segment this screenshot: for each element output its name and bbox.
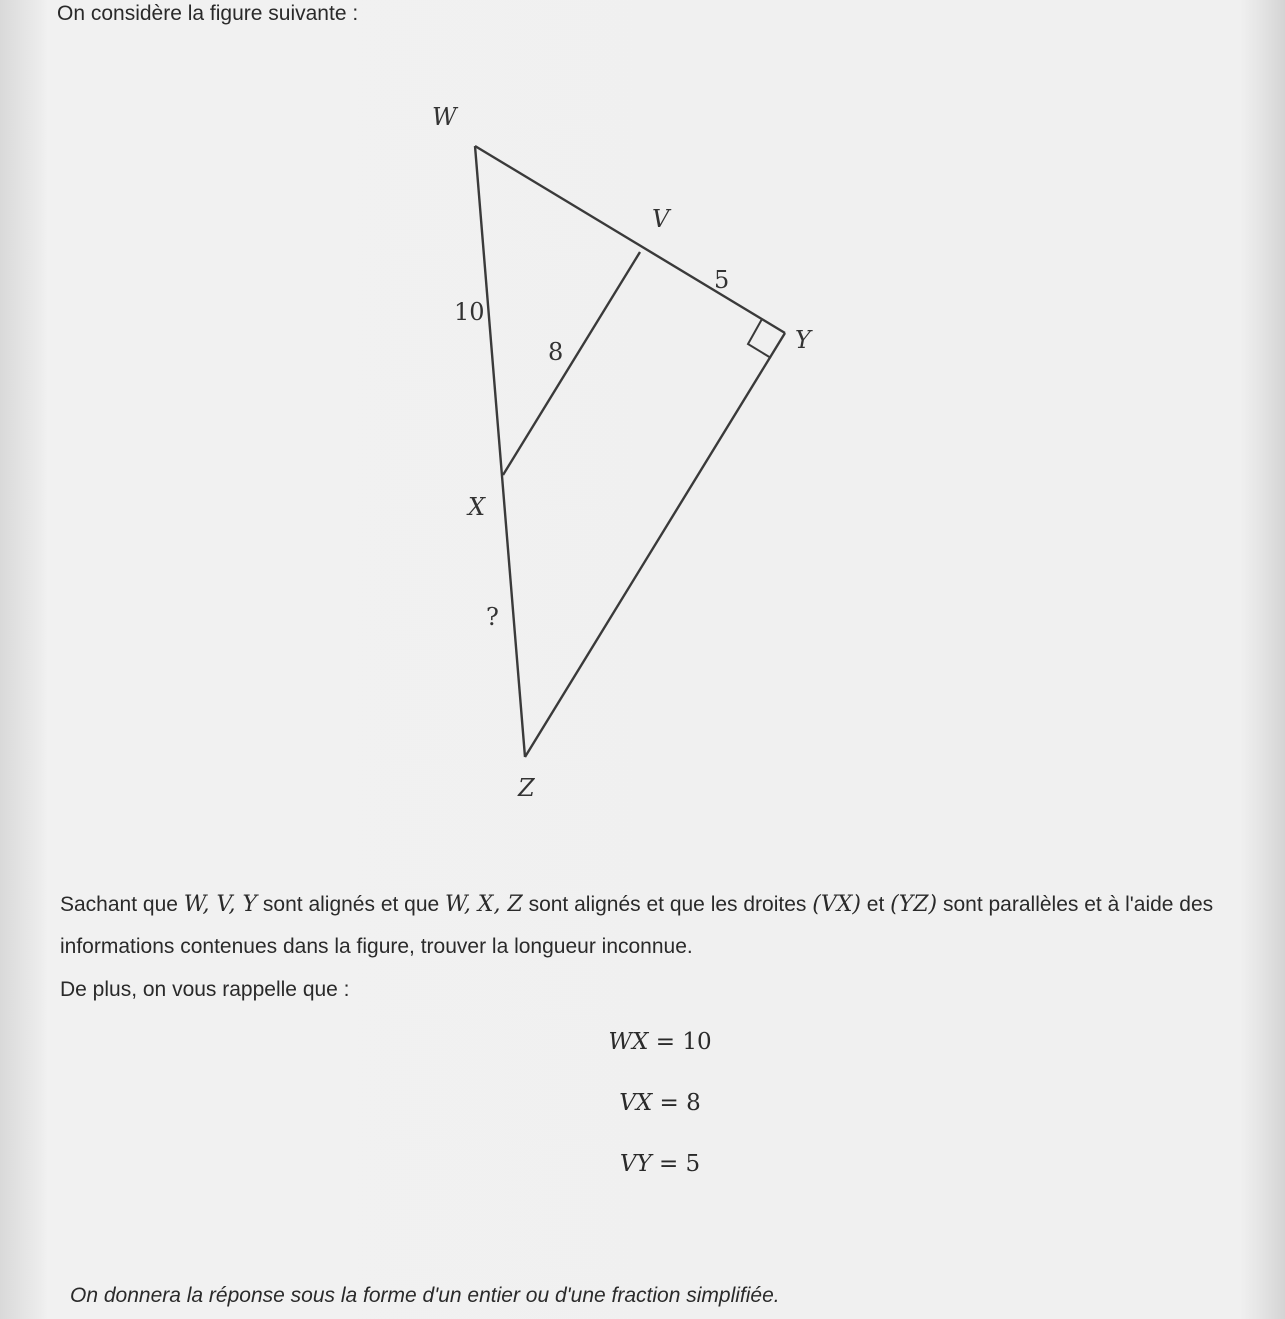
length-label-wx: 10 [454,298,485,326]
segment-wy [475,146,785,333]
statement-part-3: sont alignés et que les droites [522,893,813,916]
length-label-vx: 8 [548,338,564,366]
right-angle-marker [748,319,771,358]
given-equations [560,1022,760,1205]
equation-rhs: 5 [685,1151,701,1177]
equation-op: = [659,1090,679,1116]
equation-rhs: 8 [686,1090,701,1116]
label-y: Y [795,326,811,354]
statement-part-4: et [860,893,891,916]
math-line-vx: (VX) [812,892,861,917]
math-line-yz: (YZ) [890,892,938,917]
equation-vy [560,1144,760,1205]
math-wvy: W, V, Y [183,892,258,917]
statement-part-2: sont alignés et que [257,893,446,916]
equation-lhs: WX [608,1029,649,1055]
segment-yz [525,333,785,757]
statement-part-5: sont parallèles et à l'aide des informations contenues dans la figure, trouver la longueur inconnue. [60,893,1214,958]
triangle-diagram [400,90,860,810]
label-x: X [468,493,486,521]
label-v: V [652,205,670,233]
equation-lhs: VX [619,1090,653,1116]
math-wxz: W, X, Z [445,892,523,917]
problem-statement [60,884,1260,968]
equation-wx [560,1022,760,1083]
label-w: W [432,103,457,131]
equation-op: = [658,1151,679,1177]
equation-vx [560,1083,760,1144]
label-z: Z [518,774,535,802]
answer-format-note: On donnera la réponse sous la forme d'un entier ou d'une fraction simplifiée. [70,1284,780,1307]
length-label-vy: 5 [714,266,730,294]
segment-vx [503,252,640,475]
triangle-figure [400,90,860,810]
length-label-unknown: ? [486,603,499,631]
reminder-text: De plus, on vous rappelle que : [60,978,350,1001]
statement-part-1: Sachant que [60,893,184,916]
equation-op: = [655,1029,675,1055]
equation-rhs: 10 [682,1029,712,1055]
intro-text: On considère la figure suivante : [57,2,359,25]
equation-lhs: VY [619,1151,652,1177]
